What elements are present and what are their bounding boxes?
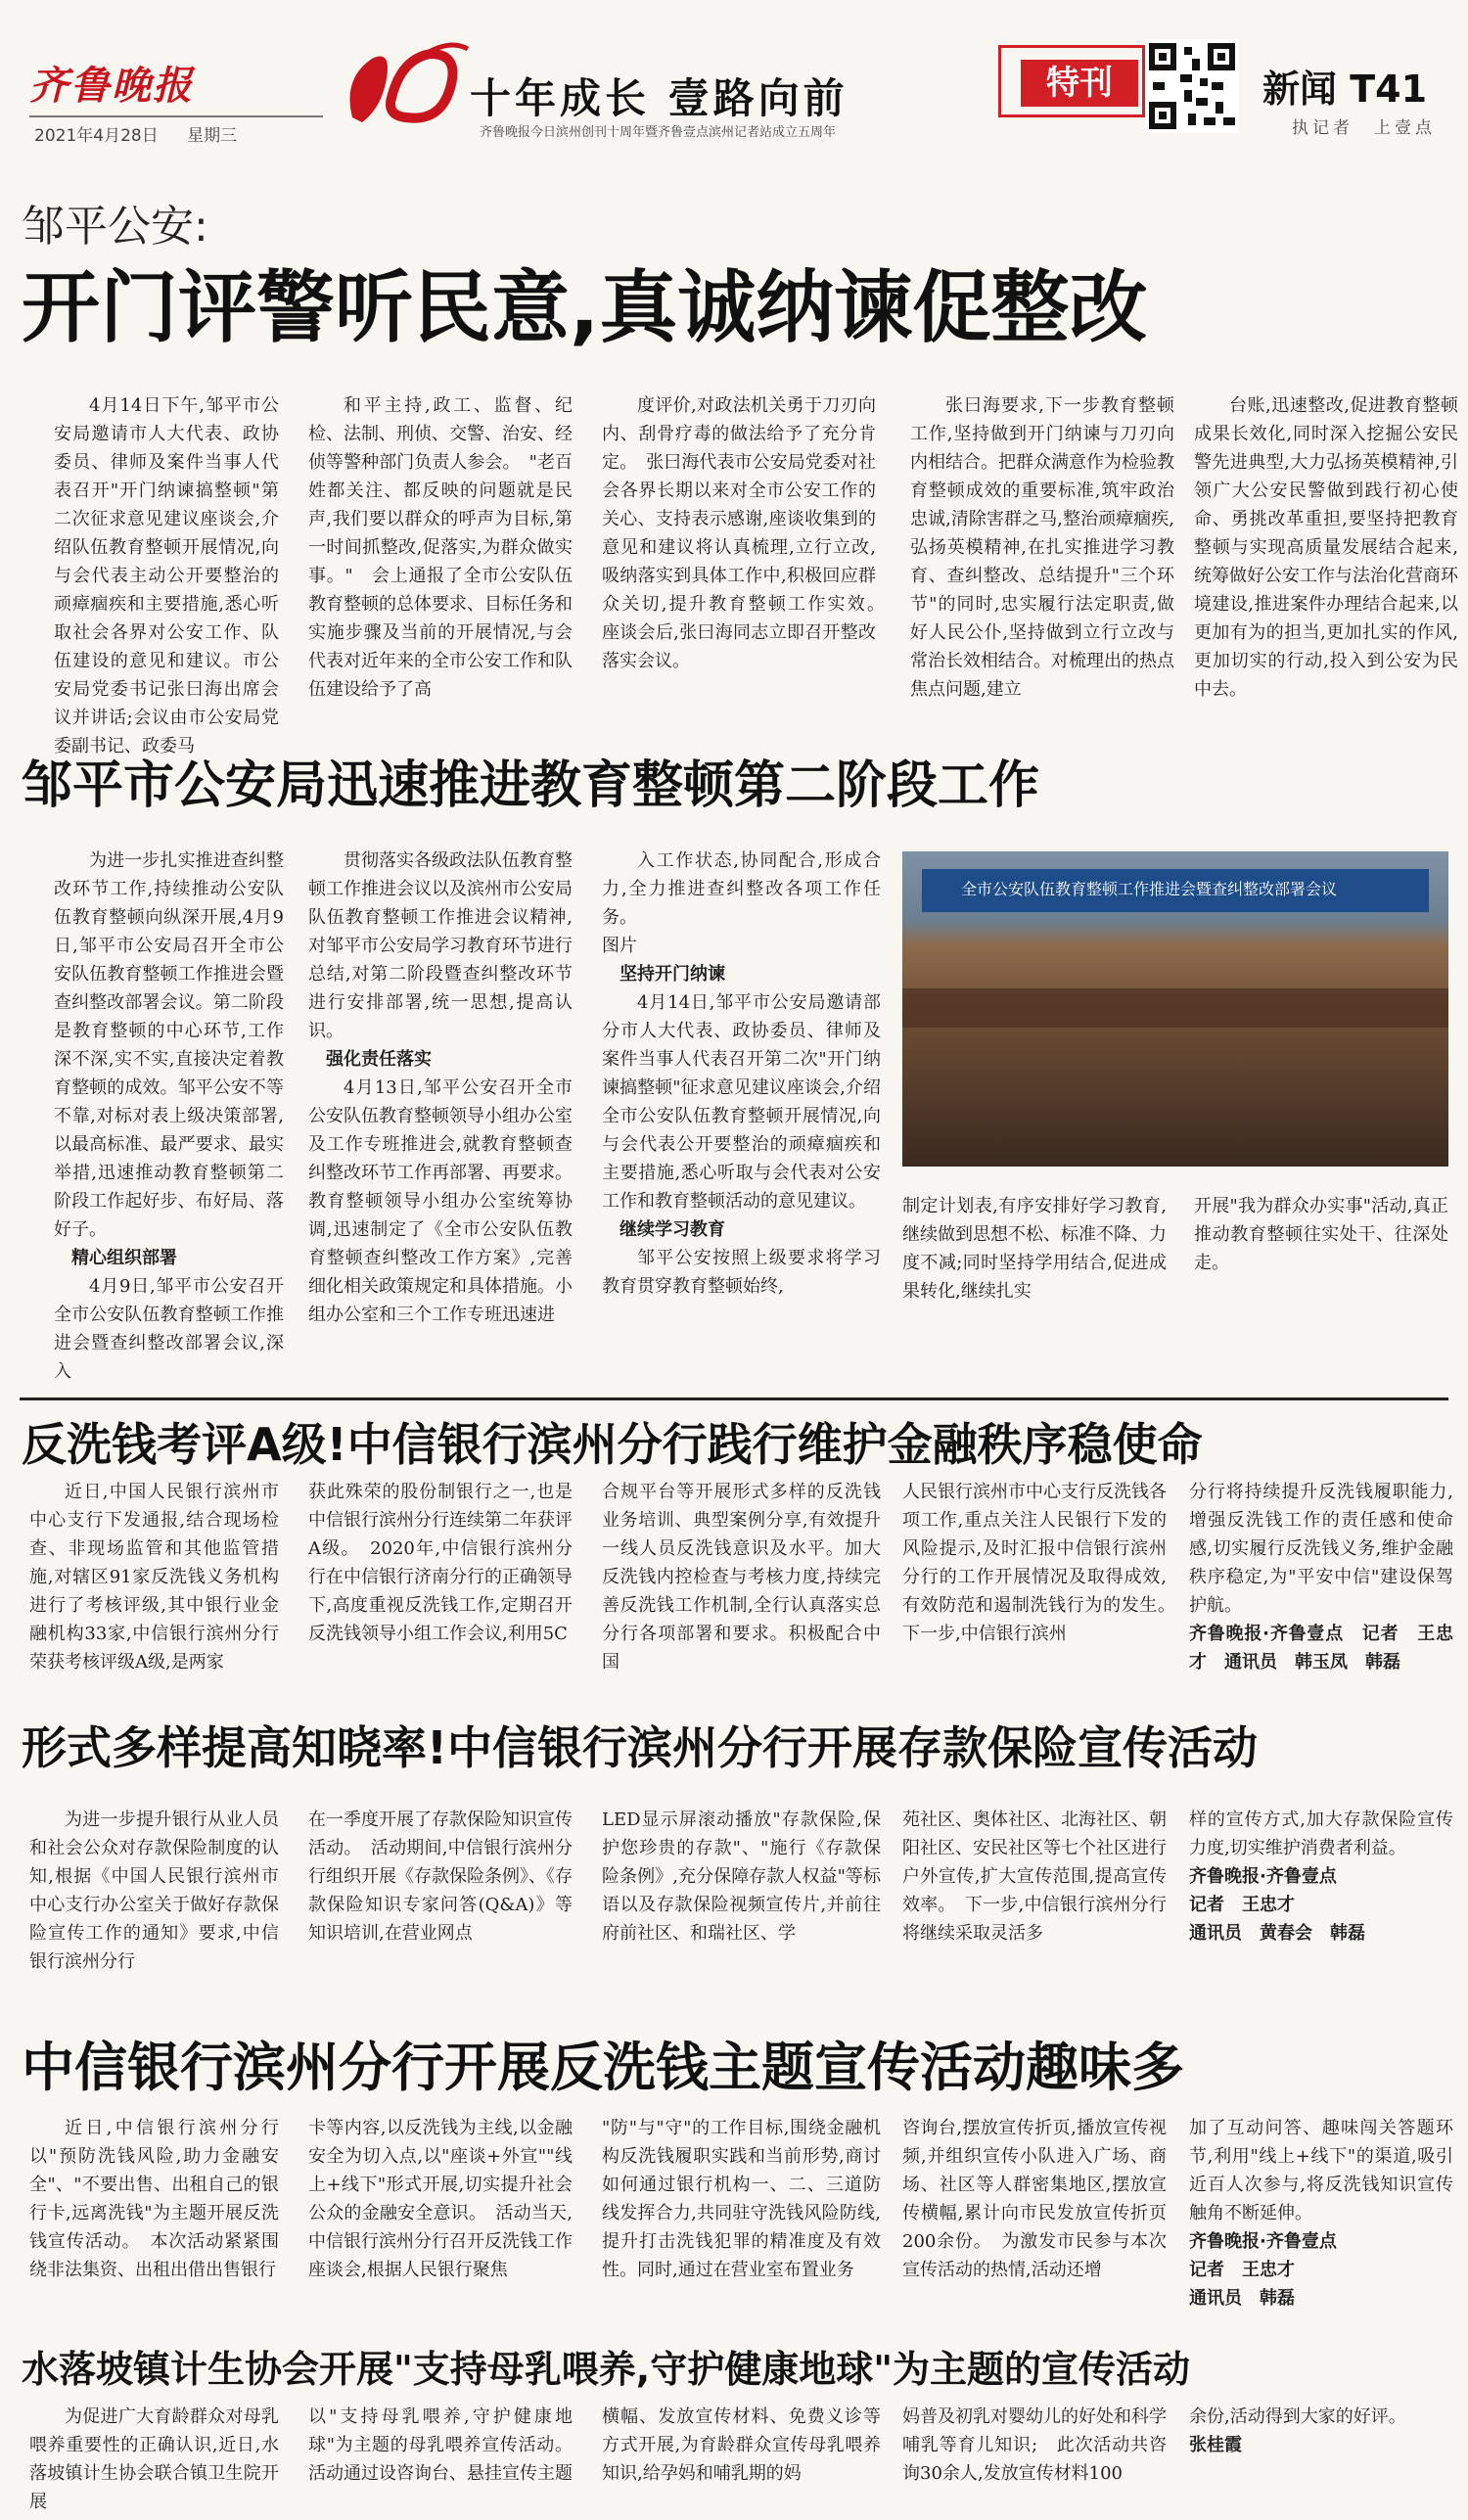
section-divider <box>20 1397 1448 1400</box>
anniversary-emblem-icon <box>333 39 470 137</box>
qr-code-icon[interactable] <box>1145 39 1239 133</box>
article5-column-2: 卡等内容,以反洗钱为主线,以金融安全为切入点,以"座谈+外宣""线上+线下"形式开展,切实提升社会公众的金融安全意识。 活动当天,中信银行滨州分行召开反洗钱工作座谈会,根据人民银行聚焦 <box>308 2118 573 2280</box>
section-page-number: 新闻 T41 <box>1262 68 1428 111</box>
article2-title: 邹平市公安局迅速推进教育整顿第二阶段工作 <box>22 756 1040 815</box>
article5-byline-2: 记者 王忠才 <box>1189 2260 1295 2280</box>
article1-column-3: 度评价,对政法机关勇于刀刃向内、刮骨疗毒的做法给予了充分肯定。 张曰海代表市公安局党委对社会各界长期以来对全市公安工作的关心、支持表示感谢,座谈收集到的意见和建议将认真梳理,立行立改,吸纳落实到具体工作中,积极回应群众关切,提升教育整顿工作实效。 座谈会后,张曰海同志立即召开整改落实会议。 <box>602 395 894 671</box>
article2-column-2: 贯彻落实各级政法队伍教育整顿工作推进会议以及滨州市公安局队伍教育整顿工作推进会议精神,对邹平市公安局学习教育环节进行总结,对第二阶段暨查纠整改环节进行安排部署,统一思想,提高认识。 强化责任落实 4月13日,邹平公安召开全市公安队伍教育整顿领导小组办公室及工作专班推进会,就教育整顿查纠整改环节工作再部署、再要求。教育整顿领导小组办公室统筹协调,迅速制定了《全市公安队伍教育整顿查纠整改工作方案》,完善细化相关政策规定和具体措施。小组办公室和三个工作专班迅速进 <box>308 850 573 1325</box>
article6-byline: 张桂霞 <box>1189 2435 1242 2455</box>
article4-byline-1: 齐鲁晚报·齐鲁壹点 <box>1189 1866 1337 1887</box>
article6-column-4: 妈普及初乳对婴幼儿的好处和科学哺乳等育儿知识; 此次活动共咨询30余人,发放宣传材料100 <box>902 2406 1167 2484</box>
article4-byline-3: 通讯员 黄春会 韩磊 <box>1189 1923 1365 1944</box>
photo-desk-row <box>902 988 1448 1028</box>
date-text: 2021年4月28日 <box>34 126 159 146</box>
article1-title: 开门评警听民意,真诚纳谏促整改 <box>22 262 1148 353</box>
article3-column-1: 近日,中国人民银行滨州市中心支行下发通报,结合现场检查、非现场监管和其他监管措施,对辖区91家反洗钱义务机构进行了考核评级,其中银行业金融机构33家,中信银行滨州分行荣获考核评级A级,是两家 <box>29 1482 279 1672</box>
article2-column-1: 为进一步扎实推进查纠整改环节工作,持续推动公安队伍教育整顿向纵深开展,4月9日,邹平市公安局召开全市公安队伍教育整顿工作推进会暨查纠整改部署会议。第二阶段是教育整顿的中心环节,工作深不深,实不实,直接决定着教育整顿的成效。邹平公安不等不靠,对标对表上级决策部署,以最高标准、最严要求、最实举措,迅速推动教育整顿第二阶段工作起好步、布好局、落好子。 精心组织部署 4月9日,邹平市公安召开全市公安队伍教育整顿工作推进会暨查纠整改部署会议,深入 <box>54 850 284 1382</box>
article1-column-2: 和平主持,政工、监督、纪检、法制、刑侦、交警、治安、经侦等警种部门负责人参会。 "老百姓都关注、都反映的问题就是民声,我们要以群众的呼声为目标,第一时间抓整改,促落实,为群众做实事。" 会上通报了全市公安队伍教育整顿的总体要求、目标任务和实施步骤及当前的开展情况,与会代表对近年来的全市公安工作和队伍建设给予了高 <box>308 395 573 700</box>
article6-title: 水落坡镇计生协会开展"支持母乳喂养,守护健康地球"为主题的宣传活动 <box>22 2348 1191 2391</box>
issue-date <box>34 121 237 146</box>
masthead-rule <box>29 115 323 117</box>
article2-column-4: 制定计划表,有序安排好学习教育,继续做到思想不松、标准不降、力度不减;同时坚持学用结合,促进成果转化,继续扎实 <box>902 1196 1167 1302</box>
article3-column-5: 分行将持续提升反洗钱履职能力,增强反洗钱工作的责任感和使命感,切实履行反洗钱义务,维护金融秩序稳定,为"平安中信"建设保驾护航。 齐鲁晚报·齐鲁壹点 记者 王忠才 通讯员 韩玉凤 韩磊 <box>1189 1478 1453 1688</box>
article5-byline-1: 齐鲁晚报·齐鲁壹点 <box>1189 2231 1337 2252</box>
article4-byline-2: 记者 王忠才 <box>1189 1895 1295 1915</box>
article5-column-4: 咨询台,摆放宣传折页,播放宣传视频,并组织宣传小队进入广场、商场、社区等人群密集地区,摆放宣传横幅,累计向市民发放宣传折页200余份。 为激发市民参与本次宣传活动的热情,活动还增 <box>902 2118 1167 2280</box>
article1-column-5: 台账,迅速整改,促进教育整顿成果长效化,同时深入挖掘公安民警先进典型,大力弘扬英模精神,引领广大公安民警做到践行初心使命、勇挑改革重担,要坚持把教育整顿与实现高质量发展结合起来,统筹做好公安工作与法治化营商环境建设,推进案件办理结合起来,以更加有为的担当,更加扎实的作风,更加切实的行动,投入到公安为民中去。 <box>1194 395 1458 700</box>
special-issue-label: 特刊 <box>1021 60 1138 107</box>
article4-column-5: 样的宣传方式,加大存款保险宣传力度,切实维护消费者利益。 齐鲁晚报·齐鲁壹点 记者 王忠才 通讯员 黄春会 韩磊 <box>1189 1806 1453 2006</box>
article5-byline-3: 通讯员 韩磊 <box>1189 2288 1295 2309</box>
article2-column-5: 开展"我为群众办实事"活动,真正推动教育整顿往实处干、往深处走。 <box>1194 1196 1448 1273</box>
article3-column-3: 合规平台等开展形式多样的反洗钱业务培训、典型案例分享,有效提升一线人员反洗钱意识及水平。加大反洗钱内控检查与考核力度,持续完善反洗钱工作机制,全行认真落实总分行各项部署和要求。积极配合中国 <box>602 1482 881 1672</box>
meeting-photo <box>902 851 1448 1167</box>
article3-column-2: 获此殊荣的股份制银行之一,也是中信银行滨州分行连续第二年获评A级。 2020年,中信银行滨州分行在中信银行济南分行的正确领导下,高度重视反洗钱工作,定期召开反洗钱领导小组工作会议,利用5C <box>308 1482 573 1644</box>
article5-title: 中信银行滨州分行开展反洗钱主题宣传活动趣味多 <box>22 2037 1184 2098</box>
article5-column-3: "防"与"守"的工作目标,围绕金融机构反洗钱履职实践和当前形势,商讨如何通过银行机构一、二、三道防线发挥合力,共同驻守洗钱风险防线,提升打击洗钱犯罪的精准度及有效性。同时,通过在营业室布置业务 <box>602 2118 881 2280</box>
article6-column-1: 为促进广大育龄群众对母乳喂养重要性的正确认识,近日,水落坡镇计生协会联合镇卫生院开展 <box>29 2406 279 2512</box>
special-issue-tag <box>998 45 1145 117</box>
article4-column-4: 苑社区、奥体社区、北海社区、朝阳社区、安民社区等七个社区进行户外宣传,扩大宣传范围,提高宣传效率。 下一步,中信银行滨州分行将继续采取灵活多 <box>902 1810 1167 1944</box>
article5-column-1: 近日,中信银行滨州分行以"预防洗钱风险,助力金融安全"、"不要出售、出租自己的银行卡,远离洗钱"为主题开展反洗钱宣传活动。 本次活动紧紧围绕非法集资、出租出借出售银行 <box>29 2118 279 2280</box>
weekday-text: 星期三 <box>187 126 238 146</box>
paper-logo: 齐鲁晚报 <box>29 63 194 109</box>
masthead <box>20 20 1448 147</box>
photo-banner-text: 全市公安队伍教育整顿工作推进会暨查纠整改部署会议 <box>961 880 1338 898</box>
article1-column-4: 张曰海要求,下一步教育整顿工作,坚持做到开门纳谏与刀刃向内相结合。把群众满意作为检验教育整顿成效的重要标准,筑牢政治忠诚,清除害群之马,整治顽瘴痼疾,弘扬英模精神,在扎实推进学习教育、查纠整改、总结提升"三个环节"的同时,忠实履行法定职责,做好人民公仆,坚持做到立行立改与常治长效相结合。对梳理出的热点焦点问题,建立 <box>910 395 1174 700</box>
article6-column-2: 以"支持母乳喂养,守护健康地球"为主题的母乳喂养宣传活动。活动通过设咨询台、悬挂宣传主题 <box>308 2406 573 2484</box>
article4-title: 形式多样提高知晓率!中信银行滨州分行开展存款保险宣传活动 <box>22 1721 1258 1774</box>
article3-byline: 齐鲁晚报·齐鲁壹点 记者 王忠才 通讯员 韩玉凤 韩磊 <box>1189 1624 1453 1672</box>
article1-column-1: 4月14日下午,邹平市公安局邀请市人大代表、政协委员、律师及案件当事人代表召开"开门纳谏搞整顿"第二次征求意见建议座谈会,介绍队伍教育整顿开展情况,向与会代表主动公开要整治的顽瘴痼疾和主要措施,悉心听取社会各界对公安工作、队伍建设的意见和建议。市公安局党委书记张曰海出席会议并讲话;会议由市公安局党委副书记、政委马 <box>54 395 279 756</box>
masthead-slogan: 十年成长 壹路向前 <box>470 74 849 122</box>
article4-column-3: LED显示屏滚动播放"存款保险,保护您珍贵的存款"、"施行《存款保险条例》,充分保障存款人权益"等标语以及存款保险视频宣传片,并前往府前社区、和瑞社区、学 <box>602 1810 881 1944</box>
article5-column-5: 加了互动问答、趣味闯关答题环节,利用"线上+线下"的渠道,吸引近百人次参与,将反洗钱知识宣传触角不断延伸。 齐鲁晚报·齐鲁壹点 记者 王忠才 通讯员 韩磊 <box>1189 2114 1453 2334</box>
editor-credit: 执记者 上壹点 <box>1292 118 1436 138</box>
article4-column-1: 为进一步提升银行从业人员和社会公众对存款保险制度的认知,根据《中国人民银行滨州市中心支行办公室关于做好存款保险宣传工作的通知》要求,中信银行滨州分行 <box>29 1810 279 1972</box>
article6-column-3: 横幅、发放宣传材料、免费义诊等方式开展,为育龄群众宣传母乳喂养知识,给孕妈和哺乳期的妈 <box>602 2406 881 2484</box>
article3-title: 反洗钱考评A级!中信银行滨州分行践行维护金融秩序稳使命 <box>22 1418 1203 1471</box>
masthead-subslogan: 齐鲁晚报今日滨州创刊十周年暨齐鲁壹点滨州记者站成立五周年 <box>480 125 837 140</box>
article6-column-5: 余份,活动得到大家的好评。 张桂霞 <box>1189 2403 1453 2515</box>
article2-column-3: 入工作状态,协同配合,形成合力,全力推进查纠整改各项工作任务。 图片 坚持开门纳谏 4月14日,邹平市公安局邀请部分市人大代表、政协委员、律师及案件当事人代表召开第二次"开门纳谏搞整顿"征求意见建议座谈会,介绍全市公安队伍教育整顿开展情况,向与会代表公开要整治的顽瘴痼疾和主要措施,悉心听取与会代表对公安工作和教育整顿活动的意见建议。 继续学习教育 邹平公安按照上级要求将学习教育贯穿教育整顿始终, <box>602 850 881 1297</box>
article3-column-4: 人民银行滨州市中心支行反洗钱各项工作,重点关注人民银行下发的风险提示,及时汇报中信银行滨州分行的工作开展情况及取得成效,有效防范和遏制洗钱行为的发生。 下一步,中信银行滨州 <box>902 1482 1184 1644</box>
article4-column-2: 在一季度开展了存款保险知识宣传活动。 活动期间,中信银行滨州分行组织开展《存款保险条例》、《存款保险知识专家问答(Q&A)》等知识培训,在营业网点 <box>308 1810 573 1944</box>
article1-kicker: 邹平公安: <box>22 202 208 252</box>
